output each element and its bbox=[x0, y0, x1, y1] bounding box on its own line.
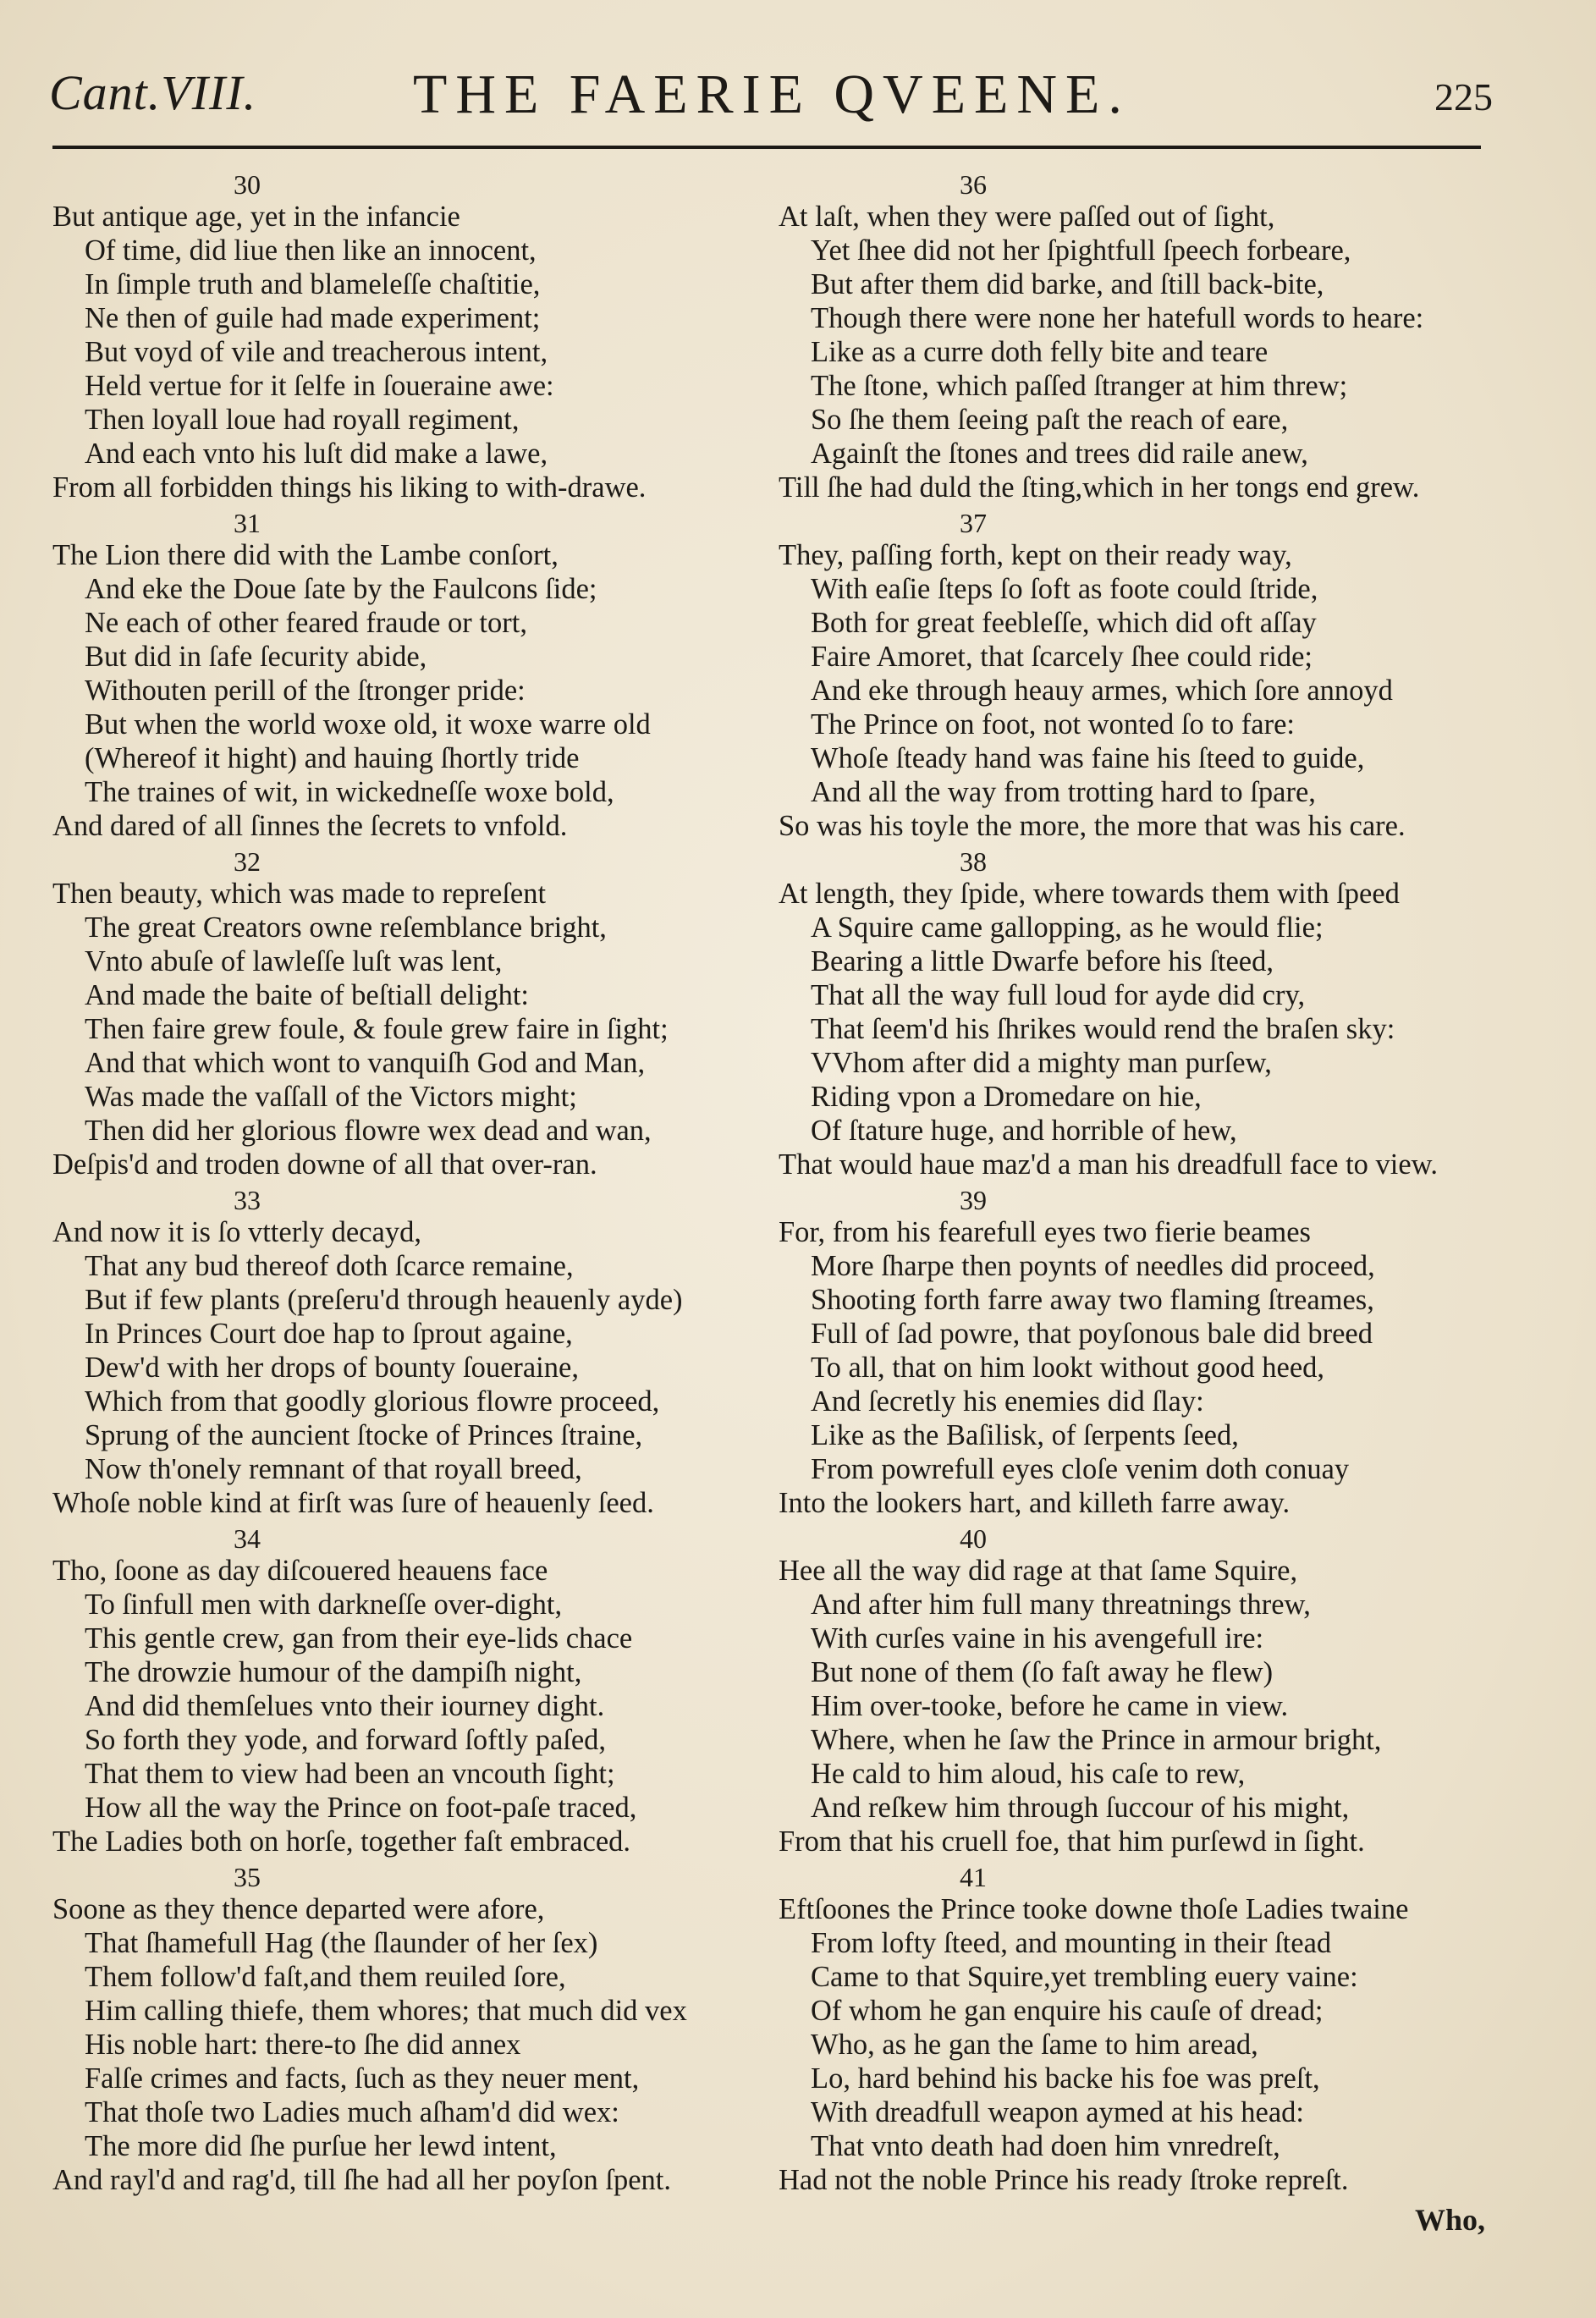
stanza bbox=[52, 1520, 780, 1858]
canto-label: Cant.VIII. bbox=[49, 65, 257, 120]
stanza-number: 38 bbox=[960, 846, 987, 877]
verse-line: Vnto abuſe of lawleſſe luſt was lent, bbox=[85, 945, 503, 977]
left-column bbox=[52, 166, 780, 2197]
verse-line: (Whereof it hight) and hauing ſhortly tride bbox=[85, 742, 580, 774]
verse-line: Like as the Baſilisk, of ſerpents ſeed, bbox=[811, 1419, 1239, 1451]
verse-line: Tho, ſoone as day diſcouered heauens face bbox=[52, 1555, 548, 1587]
stanza bbox=[52, 843, 780, 1181]
verse-line: That ſhamefull Hag (the ſlaunder of her ſex) bbox=[85, 1927, 598, 1959]
verse-line: For, from his fearefull eyes two fierie beames bbox=[779, 1216, 1311, 1248]
stanza-number: 37 bbox=[960, 508, 987, 538]
verse-line: From that his cruell foe, that him purſewd in ſight. bbox=[779, 1825, 1365, 1858]
verse-line: Riding vpon a Dromedare on hie, bbox=[811, 1081, 1202, 1113]
verse-line: And dared of all ſinnes the ſecrets to vnfold. bbox=[52, 810, 568, 842]
verse-line: Againſt the ſtones and trees did raile anew, bbox=[811, 438, 1308, 470]
verse-line: Now th'onely remnant of that royall breed, bbox=[85, 1453, 582, 1485]
verse-line: Him calling thiefe, them whores; that much did vex bbox=[85, 1995, 687, 2027]
verse-line: Full of ſad powre, that poyſonous bale did breed bbox=[811, 1318, 1373, 1350]
verse-line: Then loyall loue had royall regiment, bbox=[85, 404, 520, 436]
verse-line: Of whom he gan enquire his cauſe of dread; bbox=[811, 1995, 1324, 2027]
verse-line: That all the way full loud for ayde did cry, bbox=[811, 979, 1306, 1011]
verse-line: Yet ſhee did not her ſpightfull ſpeech forbeare, bbox=[811, 234, 1351, 267]
verse-line: Him over-tooke, before he came in view. bbox=[811, 1690, 1289, 1722]
verse-line: Withouten perill of the ſtronger pride: bbox=[85, 674, 526, 707]
verse-line: The Prince on foot, not wonted ſo to fare: bbox=[811, 708, 1295, 741]
verse-line: From all forbidden things his liking to with-drawe. bbox=[52, 471, 647, 504]
stanza-number: 41 bbox=[960, 1862, 987, 1892]
verse-line: And after him full many threatnings threw, bbox=[811, 1588, 1311, 1621]
verse-line: Sprung of the auncient ſtocke of Princes ſtraine, bbox=[85, 1419, 643, 1451]
stanza bbox=[779, 1181, 1506, 1520]
stanza-number: 30 bbox=[234, 169, 261, 200]
verse-line: With curſes vaine in his avengefull ire: bbox=[811, 1622, 1264, 1655]
stanza-number: 36 bbox=[960, 169, 987, 200]
verse-line: Of time, did liue then like an innocent, bbox=[85, 234, 537, 267]
verse-line: Dew'd with her drops of bounty ſoueraine, bbox=[85, 1352, 579, 1384]
verse-line: He cald to him aloud, his caſe to rew, bbox=[811, 1758, 1246, 1790]
verse-line: In Princes Court doe hap to ſprout againe, bbox=[85, 1318, 573, 1350]
verse-line: The Ladies both on horſe, together faſt embraced. bbox=[52, 1825, 631, 1858]
verse-line: Hee all the way did rage at that ſame Squire, bbox=[779, 1555, 1298, 1587]
verse-line: The traines of wit, in wickedneſſe woxe bold, bbox=[85, 776, 614, 808]
verse-line: How all the way the Prince on foot-paſe traced, bbox=[85, 1792, 637, 1824]
verse-line: That thoſe two Ladies much aſham'd did wex: bbox=[85, 2096, 619, 2128]
stanza bbox=[52, 166, 780, 504]
verse-line: With dreadfull weapon aymed at his head: bbox=[811, 2096, 1304, 2128]
verse-line: Bearing a little Dwarfe before his ſteed, bbox=[811, 945, 1274, 977]
page-number: 225 bbox=[1434, 75, 1493, 118]
verse-line: Shooting forth farre away two flaming ſtreames, bbox=[811, 1284, 1374, 1316]
verse-line: That any bud thereof doth ſcarce remaine, bbox=[85, 1250, 574, 1282]
verse-line: The Lion there did with the Lambe conſort, bbox=[52, 539, 559, 571]
verse-line: More ſharpe then poynts of needles did proceed, bbox=[811, 1250, 1375, 1282]
stanza-number: 40 bbox=[960, 1523, 987, 1554]
verse-line: And eke through heauy armes, which ſore annoyd bbox=[811, 674, 1393, 707]
stanza-number: 31 bbox=[234, 508, 261, 538]
verse-line: And eke the Doue ſate by the Faulcons ſide; bbox=[85, 573, 597, 605]
verse-line: That ſeem'd his ſhrikes would rend the braſen sky: bbox=[811, 1013, 1395, 1045]
verse-line: The drowzie humour of the dampiſh night, bbox=[85, 1656, 582, 1688]
verse-line: The ſtone, which paſſed ſtranger at him threw; bbox=[811, 370, 1348, 402]
verse-line: Had not the noble Prince his ready ſtroke repreſt. bbox=[779, 2164, 1349, 2196]
verse-line: Then did her glorious flowre wex dead and wan, bbox=[85, 1115, 652, 1147]
verse-line: And each vnto his luſt did make a lawe, bbox=[85, 438, 548, 470]
verse-line: And rayl'd and rag'd, till ſhe had all her poyſon ſpent. bbox=[52, 2164, 672, 2196]
verse-line: Like as a curre doth felly bite and teare bbox=[811, 336, 1269, 368]
verse-line: Was made the vaſſall of the Victors might; bbox=[85, 1081, 577, 1113]
stanza-number: 34 bbox=[234, 1523, 261, 1554]
stanza bbox=[779, 1858, 1506, 2197]
stanza bbox=[779, 166, 1506, 504]
verse-line: That would haue maz'd a man his dreadfull face to view. bbox=[779, 1148, 1438, 1181]
page-title: THE FAERIE QVEENE. bbox=[413, 63, 1131, 125]
verse-line: At length, they ſpide, where towards them with ſpeed bbox=[779, 878, 1400, 910]
stanza-number: 39 bbox=[960, 1185, 987, 1215]
verse-line: VVhom after did a mighty man purſew, bbox=[811, 1047, 1272, 1079]
stanza bbox=[779, 843, 1506, 1181]
verse-line: Held vertue for it ſelfe in ſoueraine awe: bbox=[85, 370, 554, 402]
stanza-number: 33 bbox=[234, 1185, 261, 1215]
verse-line: Soone as they thence departed were afore, bbox=[52, 1893, 545, 1925]
verse-line: That them to view had been an vncouth ſight; bbox=[85, 1758, 615, 1790]
verse-line: That vnto death had doen him vnredreſt, bbox=[811, 2130, 1280, 2162]
verse-line: A Squire came gallopping, as he would flie; bbox=[811, 911, 1324, 944]
verse-line: Then faire grew foule, & foule grew faire in ſight; bbox=[85, 1013, 669, 1045]
verse-line: Whoſe noble kind at firſt was ſure of heauenly ſeed. bbox=[52, 1487, 654, 1519]
verse-line: From lofty ſteed, and mounting in their ſtead bbox=[811, 1927, 1332, 1959]
right-column bbox=[779, 166, 1506, 2197]
verse-line: At laſt, when they were paſſed out of ſight, bbox=[779, 201, 1275, 233]
verse-line: In ſimple truth and blameleſſe chaſtitie, bbox=[85, 268, 541, 300]
verse-line: Who, as he gan the ſame to him aread, bbox=[811, 2029, 1258, 2061]
running-header bbox=[49, 58, 1493, 142]
verse-line: Though there were none her hatefull words to heare: bbox=[811, 302, 1424, 334]
stanza bbox=[779, 1520, 1506, 1858]
verse-line: His noble hart: there-to ſhe did annex bbox=[85, 2029, 521, 2061]
verse-line: Falſe crimes and facts, ſuch as they neuer ment, bbox=[85, 2062, 640, 2095]
stanza bbox=[52, 504, 780, 843]
verse-line: Came to that Squire,yet trembling euery vaine: bbox=[811, 1961, 1358, 1993]
header-rule bbox=[52, 146, 1481, 149]
verse-line: And made the baite of beſtiall delight: bbox=[85, 979, 530, 1011]
stanza bbox=[52, 1858, 780, 2197]
verse-line: From powrefull eyes cloſe venim doth conuay bbox=[811, 1453, 1350, 1485]
verse-line: They, paſſing forth, kept on their ready way, bbox=[779, 539, 1292, 571]
verse-line: Both for great feebleſſe, which did oft aſſay bbox=[811, 607, 1317, 639]
verse-line: But if few plants (preſeru'd through heauenly ayde) bbox=[85, 1284, 683, 1316]
verse-line: With eaſie ſteps ſo ſoft as foote could ſtride, bbox=[811, 573, 1318, 605]
catchword: Who, bbox=[1415, 2203, 1486, 2237]
verse-line: So was his toyle the more, the more that was his care. bbox=[779, 810, 1406, 842]
verse-line: Them follow'd faſt,and them reuiled ſore, bbox=[85, 1961, 566, 1993]
verse-line: This gentle crew, gan from their eye-lids chace bbox=[85, 1622, 633, 1655]
verse-line: The more did ſhe purſue her lewd intent, bbox=[85, 2130, 557, 2162]
verse-line: So ſhe them ſeeing paſt the reach of eare, bbox=[811, 404, 1289, 436]
stanza bbox=[52, 1181, 780, 1520]
verse-line: Deſpis'd and troden downe of all that over-ran. bbox=[52, 1148, 597, 1181]
verse-line: Of ſtature huge, and horrible of hew, bbox=[811, 1115, 1237, 1147]
verse-line: Which from that goodly glorious flowre proceed, bbox=[85, 1385, 660, 1418]
verse-line: To ſinfull men with darkneſſe over-dight, bbox=[85, 1588, 563, 1621]
verse-line: So forth they yode, and forward ſoftly paſed, bbox=[85, 1724, 607, 1756]
verse-line: Ne each of other feared fraude or tort, bbox=[85, 607, 527, 639]
verse-line: And that which wont to vanquiſh God and Man, bbox=[85, 1047, 646, 1079]
verse-line: Lo, hard behind his backe his foe was preſt, bbox=[811, 2062, 1320, 2095]
verse-line: Then beauty, which was made to repreſent bbox=[52, 878, 547, 910]
stanza-number: 35 bbox=[234, 1862, 261, 1892]
verse-line: And now it is ſo vtterly decayd, bbox=[52, 1216, 421, 1248]
verse-line: Where, when he ſaw the Prince in armour bright, bbox=[811, 1724, 1382, 1756]
verse-line: Ne then of guile had made experiment; bbox=[85, 302, 541, 334]
verse-line: Faire Amoret, that ſcarcely ſhee could ride; bbox=[811, 641, 1313, 673]
verse-line: To all, that on him lookt without good heed, bbox=[811, 1352, 1325, 1384]
verse-line: Whoſe ſteady hand was faine his ſteed to guide, bbox=[811, 742, 1365, 774]
verse-line: But none of them (ſo faſt away he flew) bbox=[811, 1656, 1274, 1688]
verse-line: And did themſelues vnto their iourney dight. bbox=[85, 1690, 605, 1722]
verse-line: And ſecretly his enemies did ſlay: bbox=[811, 1385, 1204, 1418]
verse-line: And reſkew him through ſuccour of his might, bbox=[811, 1792, 1350, 1824]
verse-line: And all the way from trotting hard to ſpare, bbox=[811, 776, 1316, 808]
verse-line: But antique age, yet in the infancie bbox=[52, 201, 460, 233]
verse-line: But after them did barke, and ſtill back-bite, bbox=[811, 268, 1324, 300]
verse-line: Into the lookers hart, and killeth farre away. bbox=[779, 1487, 1291, 1519]
stanza bbox=[779, 504, 1506, 843]
verse-line: The great Creators owne reſemblance bright, bbox=[85, 911, 607, 944]
verse-line: But did in ſafe ſecurity abide, bbox=[85, 641, 427, 673]
verse-line: Eftſoones the Prince tooke downe thoſe Ladies twaine bbox=[779, 1893, 1409, 1925]
stanza-number: 32 bbox=[234, 846, 261, 877]
verse-line: But voyd of vile and treacherous intent, bbox=[85, 336, 548, 368]
verse-line: Till ſhe had duld the ſting,which in her tongs end grew. bbox=[779, 471, 1420, 504]
verse-line: But when the world woxe old, it woxe warre old bbox=[85, 708, 651, 741]
